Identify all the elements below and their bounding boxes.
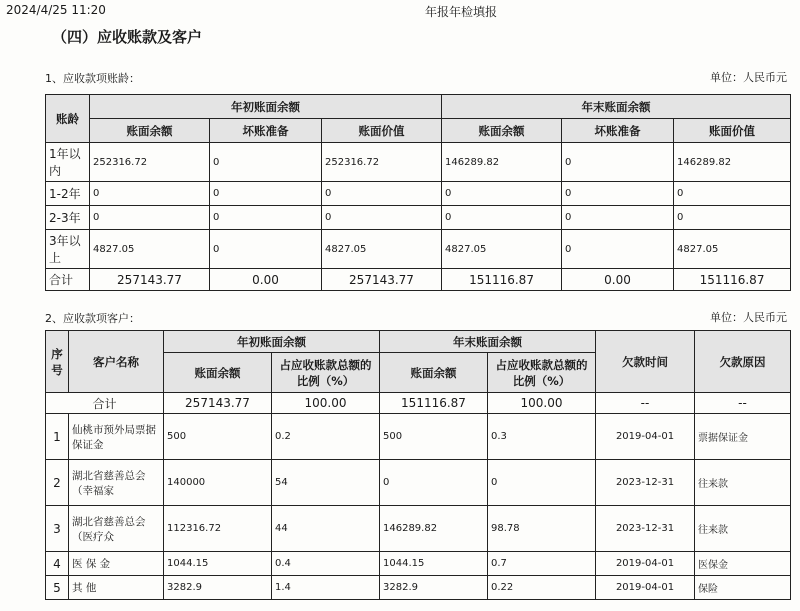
customers-total-cell: -- xyxy=(596,393,695,414)
customer-cell: 0 xyxy=(488,460,596,506)
aging-cell: 0 xyxy=(562,206,674,230)
customers-total-cell: 100.00 xyxy=(272,393,380,414)
aging-total-cell: 257143.77 xyxy=(322,269,442,291)
customer-cell: 500 xyxy=(380,414,488,460)
customers-reason-header: 欠款原因 xyxy=(695,331,791,393)
aging-cell: 0 xyxy=(674,182,791,206)
customer-cell: 1044.15 xyxy=(164,552,272,576)
aging-cell: 0 xyxy=(562,230,674,269)
aging-cell: 0 xyxy=(90,182,210,206)
customers-table xyxy=(45,330,791,600)
customer-cell: 54 xyxy=(272,460,380,506)
print-datetime: 2024/4/25 11:20 xyxy=(6,3,106,17)
aging-cell: 146289.82 xyxy=(442,143,562,182)
customers-balance-header: 账面余额 xyxy=(164,353,272,393)
aging-cell: 4827.05 xyxy=(442,230,562,269)
total-row xyxy=(46,269,791,291)
aging-cell: 252316.72 xyxy=(322,143,442,182)
customer-cell: 1.4 xyxy=(272,576,380,600)
customer-name: 湖北省慈善总会（医疗众 xyxy=(69,506,164,552)
customer-name: 医 保 金 xyxy=(69,552,164,576)
customer-reason: 保险 xyxy=(695,576,791,600)
aging-row-label: 2-3年 xyxy=(46,206,90,230)
table-row xyxy=(46,552,791,576)
aging-cell: 0 xyxy=(442,206,562,230)
aging-cell: 0 xyxy=(210,206,322,230)
aging-col-header: 账面价值 xyxy=(674,119,791,143)
customers-balance-header: 账面余额 xyxy=(380,353,488,393)
aging-unit: 单位：人民币元 xyxy=(710,71,787,84)
table-row xyxy=(46,206,791,230)
aging-cell: 252316.72 xyxy=(90,143,210,182)
customers-total-cell: 257143.77 xyxy=(164,393,272,414)
aging-cell: 0 xyxy=(210,143,322,182)
customers-time-header: 欠款时间 xyxy=(596,331,695,393)
customers-begin-group-header: 年初账面余额 xyxy=(164,331,380,353)
table-row xyxy=(46,506,791,552)
customer-cell: 0.3 xyxy=(488,414,596,460)
customer-cell: 140000 xyxy=(164,460,272,506)
table-row xyxy=(46,182,791,206)
aging-row-label: 3年以上 xyxy=(46,230,90,269)
aging-cell: 0 xyxy=(562,182,674,206)
customers-unit: 单位：人民币元 xyxy=(710,311,787,324)
row-number: 5 xyxy=(46,576,69,600)
aging-cell: 0 xyxy=(210,230,322,269)
aging-cell: 146289.82 xyxy=(674,143,791,182)
aging-col-header: 账面余额 xyxy=(90,119,210,143)
aging-table xyxy=(45,94,791,291)
customer-reason: 票据保证金 xyxy=(695,414,791,460)
customer-cell: 98.78 xyxy=(488,506,596,552)
aging-row-label: 1年以内 xyxy=(46,143,90,182)
table-row xyxy=(46,143,791,182)
customer-reason: 往来款 xyxy=(695,506,791,552)
aging-cell: 0 xyxy=(322,182,442,206)
table-row xyxy=(46,230,791,269)
customers-total-cell: 151116.87 xyxy=(380,393,488,414)
aging-col-header: 账面价值 xyxy=(322,119,442,143)
customers-ratio-header: 占应收账款总额的比例（%） xyxy=(488,353,596,393)
customer-cell: 112316.72 xyxy=(164,506,272,552)
aging-row-label: 1-2年 xyxy=(46,182,90,206)
customer-cell: 0.22 xyxy=(488,576,596,600)
aging-total-cell: 151116.87 xyxy=(674,269,791,291)
aging-col-header: 坏账准备 xyxy=(210,119,322,143)
customer-time: 2019-04-01 xyxy=(596,552,695,576)
aging-end-group-header: 年末账面余额 xyxy=(442,95,791,119)
row-number: 4 xyxy=(46,552,69,576)
customer-cell: 0.7 xyxy=(488,552,596,576)
aging-cell: 0 xyxy=(90,206,210,230)
row-number: 2 xyxy=(46,460,69,506)
aging-total-label: 合计 xyxy=(46,269,90,291)
customer-cell: 3282.9 xyxy=(164,576,272,600)
customer-reason: 往来款 xyxy=(695,460,791,506)
customers-no-header: 序号 xyxy=(46,331,69,393)
aging-total-cell: 0.00 xyxy=(210,269,322,291)
aging-cell: 0 xyxy=(674,206,791,230)
customers-ratio-header: 占应收账款总额的比例（%） xyxy=(272,353,380,393)
page-header-title: 年报年检填报 xyxy=(425,5,498,19)
customer-cell: 0 xyxy=(380,460,488,506)
customer-name: 仙桃市预外局票据保证金 xyxy=(69,414,164,460)
customer-cell: 0.4 xyxy=(272,552,380,576)
aging-subtitle: 1、应收款项账龄： xyxy=(45,72,140,85)
aging-col-header: 坏账准备 xyxy=(562,119,674,143)
aging-total-cell: 257143.77 xyxy=(90,269,210,291)
aging-total-cell: 0.00 xyxy=(562,269,674,291)
customers-name-header: 客户名称 xyxy=(69,331,164,393)
customer-time: 2019-04-01 xyxy=(596,576,695,600)
customer-time: 2019-04-01 xyxy=(596,414,695,460)
aging-age-header: 账龄 xyxy=(46,95,90,143)
aging-begin-group-header: 年初账面余额 xyxy=(90,95,442,119)
customer-name: 其 他 xyxy=(69,576,164,600)
aging-cell: 0 xyxy=(322,206,442,230)
total-row xyxy=(46,393,791,414)
customer-name: 湖北省慈善总会（幸福家 xyxy=(69,460,164,506)
aging-cell: 4827.05 xyxy=(674,230,791,269)
customers-end-group-header: 年末账面余额 xyxy=(380,331,596,353)
aging-cell: 0 xyxy=(210,182,322,206)
aging-col-header: 账面余额 xyxy=(442,119,562,143)
customers-subtitle: 2、应收款项客户： xyxy=(45,312,140,325)
aging-total-cell: 151116.87 xyxy=(442,269,562,291)
customer-cell: 0.2 xyxy=(272,414,380,460)
customer-reason: 医保金 xyxy=(695,552,791,576)
aging-cell: 4827.05 xyxy=(90,230,210,269)
table-row xyxy=(46,460,791,506)
customer-cell: 3282.9 xyxy=(380,576,488,600)
customer-cell: 1044.15 xyxy=(380,552,488,576)
customer-time: 2023-12-31 xyxy=(596,506,695,552)
customer-time: 2023-12-31 xyxy=(596,460,695,506)
aging-cell: 4827.05 xyxy=(322,230,442,269)
customers-total-cell: -- xyxy=(695,393,791,414)
customer-cell: 44 xyxy=(272,506,380,552)
customer-cell: 146289.82 xyxy=(380,506,488,552)
aging-cell: 0 xyxy=(442,182,562,206)
table-row xyxy=(46,576,791,600)
aging-cell: 0 xyxy=(562,143,674,182)
customers-total-label: 合计 xyxy=(46,393,164,414)
customers-total-cell: 100.00 xyxy=(488,393,596,414)
customer-cell: 500 xyxy=(164,414,272,460)
row-number: 1 xyxy=(46,414,69,460)
section-title: （四）应收账款及客户 xyxy=(52,28,203,46)
table-row xyxy=(46,414,791,460)
row-number: 3 xyxy=(46,506,69,552)
